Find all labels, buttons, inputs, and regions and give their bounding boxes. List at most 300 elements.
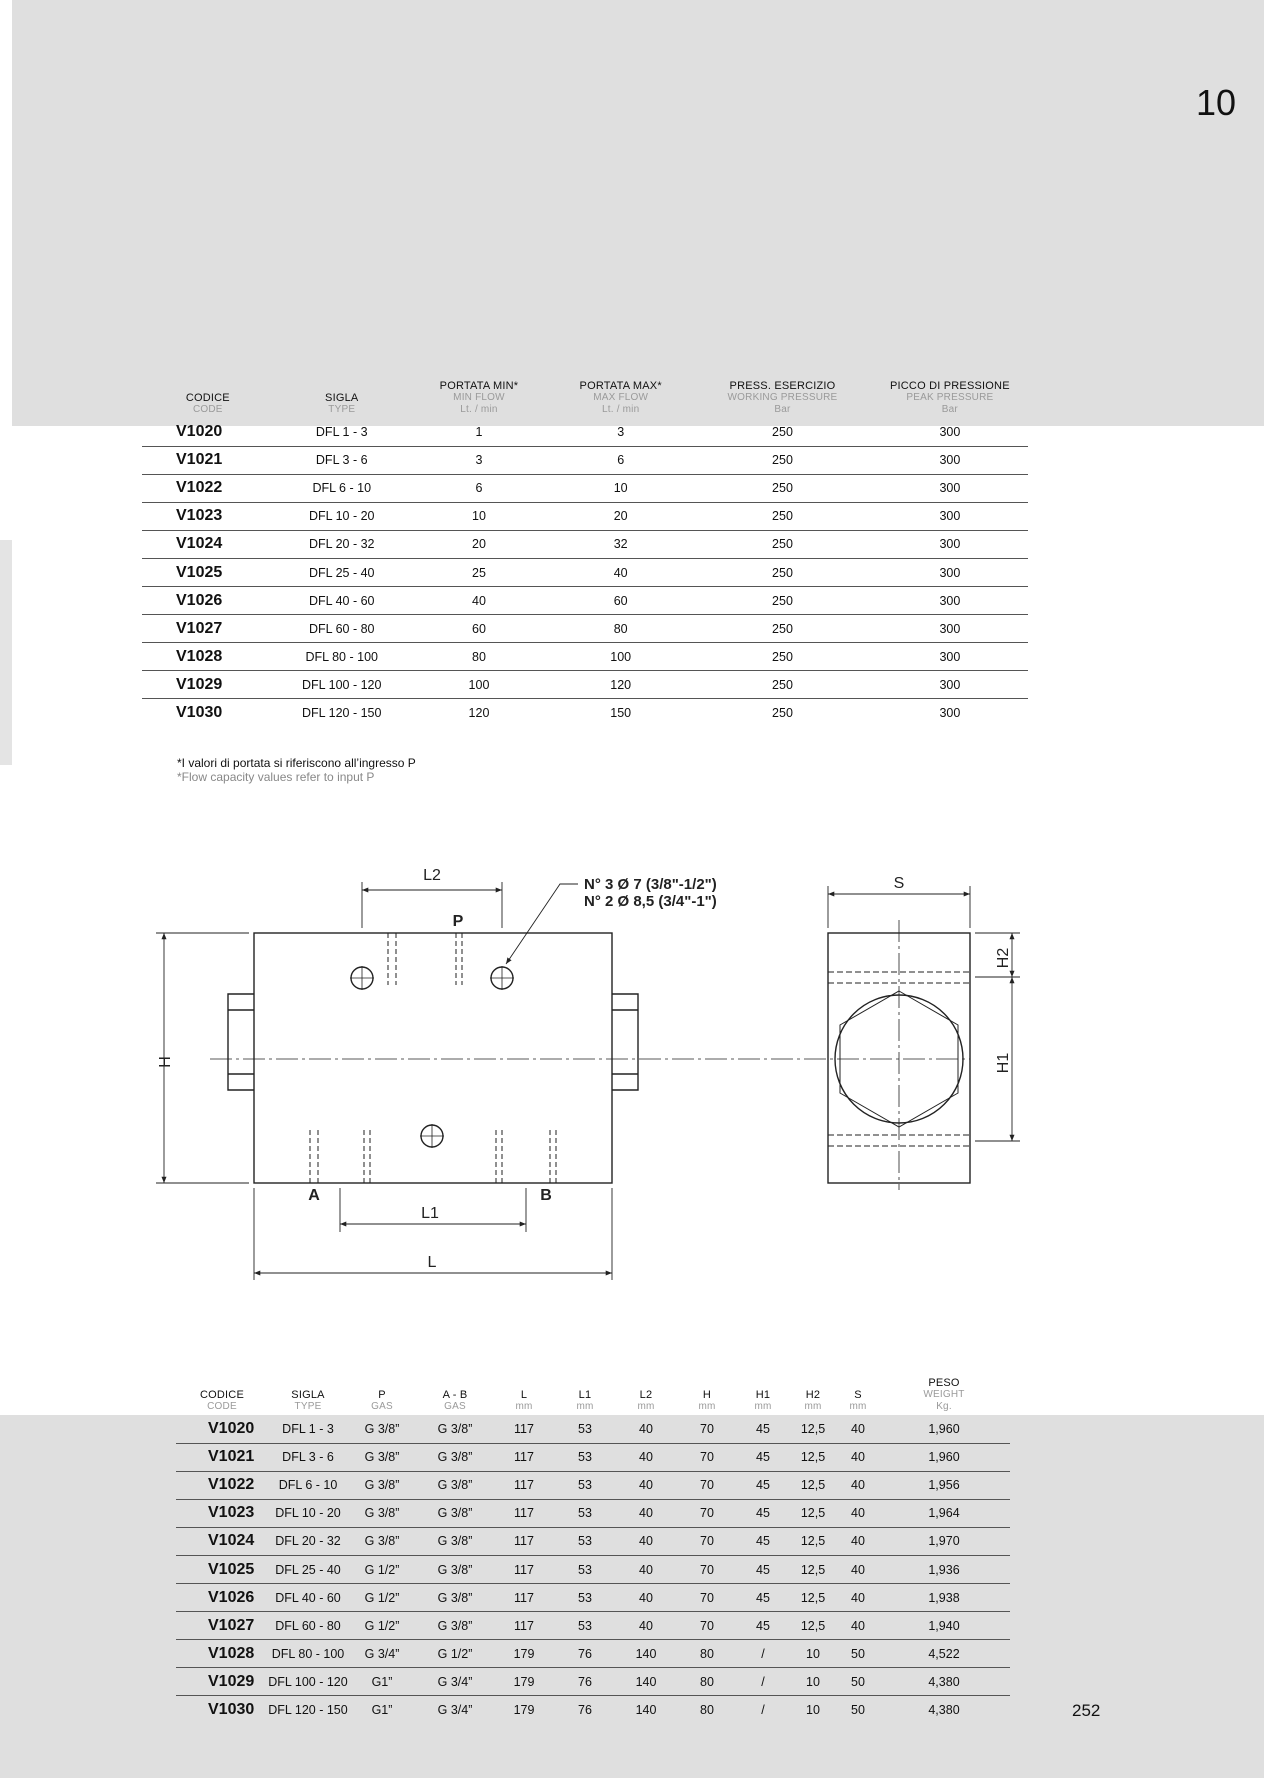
code-cell: V1023 bbox=[176, 1499, 268, 1527]
dim-cell: 10 bbox=[788, 1640, 838, 1668]
dim-cell: 40 bbox=[838, 1555, 878, 1583]
dim-table-row bbox=[176, 1612, 1010, 1640]
dim-cell: 117 bbox=[494, 1499, 554, 1527]
dim-table-row bbox=[176, 1640, 1010, 1668]
dim-cell: 140 bbox=[616, 1640, 676, 1668]
dim-cell: 76 bbox=[554, 1640, 616, 1668]
dim-cell: 40 bbox=[616, 1527, 676, 1555]
dim-cell: 1,956 bbox=[878, 1471, 1010, 1499]
dim-cell: G 3/4” bbox=[348, 1640, 416, 1668]
dim-cell: DFL 20 - 32 bbox=[268, 1527, 348, 1555]
dim-cell: G 3/8” bbox=[416, 1555, 494, 1583]
header-label-it: SIGLA bbox=[325, 392, 359, 404]
dim-cell: 53 bbox=[554, 1471, 616, 1499]
flow-cell: 250 bbox=[693, 418, 872, 446]
flow-cell: DFL 120 - 150 bbox=[302, 706, 382, 721]
chapter-number: 10 bbox=[1195, 82, 1236, 123]
dim-cell: 1,964 bbox=[878, 1499, 1010, 1527]
dim-header-cell bbox=[494, 1367, 554, 1415]
dim-cell: 70 bbox=[676, 1415, 738, 1443]
code-cell: V1029 bbox=[142, 671, 274, 699]
dim-header-cell bbox=[176, 1367, 268, 1415]
flow-table-row bbox=[142, 530, 1028, 558]
flow-note-it: *I valori di portata si riferiscono all’ingresso P bbox=[177, 756, 416, 770]
code-cell: V1024 bbox=[176, 1527, 268, 1555]
dim-header-row bbox=[176, 1367, 1010, 1415]
flow-cell: 250 bbox=[693, 502, 872, 530]
flow-cell: DFL 1 - 3 bbox=[274, 418, 410, 446]
code-cell: V1028 bbox=[142, 643, 274, 671]
dim-table-row bbox=[176, 1499, 1010, 1527]
flow-cell: 300 bbox=[872, 558, 1028, 586]
code-cell: V1030 bbox=[208, 1701, 255, 1719]
dim-cell: G1” bbox=[348, 1668, 416, 1696]
flow-cell: 250 bbox=[693, 615, 872, 643]
dim-cell: DFL 120 - 150 bbox=[268, 1703, 348, 1718]
dim-cell: 80 bbox=[700, 1703, 714, 1718]
flow-header-cell bbox=[142, 380, 274, 418]
flow-cell: 250 bbox=[693, 474, 872, 502]
dim-cell: 70 bbox=[676, 1555, 738, 1583]
flow-table-row bbox=[142, 615, 1028, 643]
holes-leader bbox=[506, 884, 578, 964]
flow-cell: 300 bbox=[872, 474, 1028, 502]
flow-cell: DFL 40 - 60 bbox=[274, 587, 410, 615]
dim-header-cell bbox=[676, 1367, 738, 1415]
dim-cell: G 3/8” bbox=[416, 1471, 494, 1499]
dim-cell: G1” bbox=[371, 1703, 393, 1718]
dim-table-row bbox=[176, 1584, 1010, 1612]
dim-cell: 12,5 bbox=[788, 1612, 838, 1640]
dim-cell: / bbox=[738, 1668, 788, 1696]
header-label-it: SIGLA bbox=[291, 1389, 325, 1401]
code-cell: V1030 bbox=[176, 704, 223, 722]
label-h1: H1 bbox=[995, 1052, 1012, 1074]
dim-cell: 12,5 bbox=[788, 1471, 838, 1499]
dim-cell: G 1/2” bbox=[348, 1612, 416, 1640]
flow-cell: 300 bbox=[872, 587, 1028, 615]
header-label-it: WEIGHT bbox=[923, 1389, 965, 1400]
dim-cell: DFL 40 - 60 bbox=[268, 1584, 348, 1612]
dim-cell: G 3/8” bbox=[416, 1612, 494, 1640]
dim-cell: 53 bbox=[554, 1499, 616, 1527]
code-cell: V1021 bbox=[176, 1443, 268, 1471]
flow-cell: 100 bbox=[548, 643, 693, 671]
dim-cell: 40 bbox=[616, 1499, 676, 1527]
dim-table-row bbox=[176, 1415, 1010, 1443]
dim-cell: 1,940 bbox=[878, 1612, 1010, 1640]
header-label-it: PRESS. ESERCIZIO bbox=[729, 380, 836, 392]
flow-header-cell bbox=[274, 380, 410, 418]
technical-drawing bbox=[150, 860, 1050, 1290]
dim-cell: G 3/4” bbox=[416, 1668, 494, 1696]
code-cell: V1022 bbox=[142, 474, 274, 502]
dim-cell: 70 bbox=[676, 1499, 738, 1527]
dim-cell: G 3/8” bbox=[416, 1527, 494, 1555]
code-cell: V1027 bbox=[142, 615, 274, 643]
dim-cell: G 3/8” bbox=[416, 1499, 494, 1527]
dim-cell: DFL 6 - 10 bbox=[268, 1471, 348, 1499]
flow-table-row bbox=[142, 699, 1028, 727]
flow-cell: 120 bbox=[548, 671, 693, 699]
flow-cell: 300 bbox=[872, 671, 1028, 699]
dim-cell: 45 bbox=[738, 1584, 788, 1612]
dim-header-cell bbox=[416, 1367, 494, 1415]
code-cell: V1025 bbox=[142, 558, 274, 586]
header-unit: Lt. / min bbox=[460, 404, 498, 415]
dim-cell: 179 bbox=[513, 1703, 535, 1718]
dim-cell: 12,5 bbox=[788, 1415, 838, 1443]
dim-cell: 140 bbox=[635, 1703, 657, 1718]
header-label-it: L1 bbox=[578, 1389, 592, 1401]
dim-cell: 40 bbox=[838, 1499, 878, 1527]
flow-table bbox=[142, 380, 1028, 727]
flow-cell: 250 bbox=[693, 671, 872, 699]
dim-cell: 76 bbox=[578, 1703, 592, 1718]
dim-cell: 50 bbox=[838, 1640, 878, 1668]
flow-table-body bbox=[142, 418, 1028, 727]
dim-cell: 40 bbox=[838, 1527, 878, 1555]
dim-cell: 4,380 bbox=[878, 1668, 1010, 1696]
flow-cell: 250 bbox=[693, 558, 872, 586]
code-cell: V1026 bbox=[142, 587, 274, 615]
code-cell: V1028 bbox=[176, 1640, 268, 1668]
dim-cell: 140 bbox=[616, 1668, 676, 1696]
header-label-en: mm bbox=[515, 1401, 533, 1412]
code-cell: V1029 bbox=[176, 1668, 268, 1696]
label-s: S bbox=[893, 875, 905, 892]
dim-cell: DFL 3 - 6 bbox=[268, 1443, 348, 1471]
flow-cell: 300 bbox=[872, 446, 1028, 474]
dim-cell: 53 bbox=[554, 1415, 616, 1443]
flow-cell: 300 bbox=[872, 643, 1028, 671]
code-cell: V1023 bbox=[142, 502, 274, 530]
dim-table-row bbox=[176, 1668, 1010, 1696]
flow-cell: 250 bbox=[693, 643, 872, 671]
dim-table-row bbox=[176, 1555, 1010, 1583]
dim-cell: 1,938 bbox=[878, 1584, 1010, 1612]
dim-cell: 4,522 bbox=[878, 1640, 1010, 1668]
dim-cell: G 3/8” bbox=[416, 1584, 494, 1612]
flow-cell: 300 bbox=[872, 530, 1028, 558]
header-label-it: L bbox=[520, 1389, 528, 1401]
dim-table-row bbox=[176, 1471, 1010, 1499]
flow-note bbox=[177, 756, 416, 784]
header-label-en: TYPE bbox=[328, 404, 356, 415]
dim-cell: 45 bbox=[738, 1499, 788, 1527]
flow-header-cell bbox=[872, 380, 1028, 418]
flow-cell: 60 bbox=[410, 615, 548, 643]
flow-cell: 1 bbox=[410, 418, 548, 446]
flow-cell: 40 bbox=[410, 587, 548, 615]
dim-cell: 117 bbox=[494, 1443, 554, 1471]
dim-cell: 40 bbox=[838, 1471, 878, 1499]
header-label-en: GAS bbox=[371, 1401, 393, 1412]
dim-cell: 12,5 bbox=[788, 1584, 838, 1612]
dim-cell: G 3/4” bbox=[437, 1703, 473, 1718]
flow-cell: 10 bbox=[410, 502, 548, 530]
flow-table-header bbox=[142, 380, 1028, 418]
code-cell: V1024 bbox=[142, 530, 274, 558]
dim-cell: 70 bbox=[676, 1443, 738, 1471]
dim-cell: 45 bbox=[738, 1612, 788, 1640]
dim-cell: G 3/8” bbox=[348, 1415, 416, 1443]
header-label-it: PORTATA MIN* bbox=[439, 380, 519, 392]
dim-cell: 40 bbox=[616, 1612, 676, 1640]
flow-cell: 150 bbox=[610, 706, 632, 721]
flow-cell: 100 bbox=[410, 671, 548, 699]
dim-cell: 53 bbox=[554, 1527, 616, 1555]
header-label-it: H2 bbox=[805, 1389, 821, 1401]
dim-header-cell bbox=[616, 1367, 676, 1415]
flow-cell: 250 bbox=[693, 446, 872, 474]
flow-cell: 3 bbox=[548, 418, 693, 446]
dim-cell: 53 bbox=[554, 1555, 616, 1583]
label-h: H bbox=[157, 1056, 174, 1068]
header-label-it: CODICE bbox=[185, 392, 230, 404]
dim-cell: 53 bbox=[554, 1584, 616, 1612]
flow-note-en: *Flow capacity values refer to input P bbox=[177, 770, 375, 784]
dim-header-cell bbox=[554, 1367, 616, 1415]
dim-cell: 45 bbox=[738, 1471, 788, 1499]
header-label-it: A - B bbox=[442, 1389, 468, 1401]
dim-cell: 40 bbox=[838, 1443, 878, 1471]
dimension-table-body bbox=[176, 1415, 1010, 1724]
dim-cell: 117 bbox=[494, 1555, 554, 1583]
left-fitting bbox=[228, 994, 254, 1090]
flow-cell: 20 bbox=[410, 530, 548, 558]
dim-cell: 70 bbox=[676, 1612, 738, 1640]
label-l: L bbox=[427, 1254, 437, 1271]
side-tab bbox=[0, 540, 12, 765]
dim-cell: 70 bbox=[676, 1527, 738, 1555]
flow-cell: 6 bbox=[548, 446, 693, 474]
dim-cell: G 3/8” bbox=[348, 1443, 416, 1471]
flow-table-row bbox=[142, 643, 1028, 671]
code-cell: V1027 bbox=[176, 1612, 268, 1640]
dim-cell: 12,5 bbox=[788, 1555, 838, 1583]
dim-cell: 1,936 bbox=[878, 1555, 1010, 1583]
flow-cell: DFL 100 - 120 bbox=[274, 671, 410, 699]
dim-cell: G 1/2” bbox=[348, 1584, 416, 1612]
header-label-it: P bbox=[378, 1389, 386, 1401]
dim-cell: / bbox=[761, 1703, 765, 1718]
dimension-table bbox=[176, 1367, 1010, 1724]
holes-spec-2: N° 2 Ø 8,5 (3/4"-1") bbox=[584, 893, 717, 910]
dim-cell: G 3/8” bbox=[348, 1527, 416, 1555]
flow-cell: 250 bbox=[772, 706, 793, 721]
dim-cell: 53 bbox=[554, 1612, 616, 1640]
flow-cell: 300 bbox=[872, 615, 1028, 643]
flow-table-row bbox=[142, 587, 1028, 615]
code-cell: V1020 bbox=[176, 1415, 268, 1443]
flow-cell: DFL 20 - 32 bbox=[274, 530, 410, 558]
dim-cell: 40 bbox=[838, 1584, 878, 1612]
flow-cell: DFL 60 - 80 bbox=[274, 615, 410, 643]
header-unit: Bar bbox=[941, 404, 958, 415]
dim-cell: 1,960 bbox=[878, 1443, 1010, 1471]
header-label-en: GAS bbox=[444, 1401, 466, 1412]
label-l2: L2 bbox=[423, 867, 441, 884]
header-label-en: mm bbox=[754, 1401, 772, 1412]
header-unit: Bar bbox=[774, 404, 791, 415]
dim-cell: 179 bbox=[494, 1640, 554, 1668]
dim-cell: 117 bbox=[494, 1471, 554, 1499]
holes-spec-1: N° 3 Ø 7 (3/8"-1/2") bbox=[584, 876, 717, 893]
flow-header-row bbox=[142, 380, 1028, 418]
dim-cell: 117 bbox=[494, 1584, 554, 1612]
dim-cell: 10 bbox=[806, 1703, 820, 1718]
header-label-en: mm bbox=[698, 1401, 716, 1412]
header-label-en: Kg. bbox=[936, 1401, 952, 1412]
label-a: A bbox=[308, 1187, 320, 1204]
dim-header-cell bbox=[838, 1367, 878, 1415]
flow-cell: DFL 25 - 40 bbox=[274, 558, 410, 586]
dim-cell: 117 bbox=[494, 1415, 554, 1443]
dim-cell: 40 bbox=[616, 1415, 676, 1443]
header-label-top: PESO bbox=[928, 1377, 960, 1389]
flow-cell: 250 bbox=[693, 530, 872, 558]
dim-cell: / bbox=[738, 1640, 788, 1668]
dim-header-cell bbox=[348, 1367, 416, 1415]
dim-cell: 117 bbox=[494, 1527, 554, 1555]
dim-cell: 12,5 bbox=[788, 1499, 838, 1527]
header-label-en: MAX FLOW bbox=[593, 392, 649, 403]
flow-cell: 20 bbox=[548, 502, 693, 530]
code-cell: V1026 bbox=[176, 1584, 268, 1612]
flow-cell: 300 bbox=[872, 502, 1028, 530]
header-label-en: mm bbox=[849, 1401, 867, 1412]
dim-cell: 40 bbox=[616, 1555, 676, 1583]
dim-cell: G 3/8” bbox=[348, 1499, 416, 1527]
dim-cell: 1,970 bbox=[878, 1527, 1010, 1555]
header-label-it: H1 bbox=[755, 1389, 771, 1401]
dim-cell: 40 bbox=[838, 1415, 878, 1443]
flow-cell: DFL 10 - 20 bbox=[274, 502, 410, 530]
dim-cell: 70 bbox=[676, 1471, 738, 1499]
header-label-it: PICCO DI PRESSIONE bbox=[890, 380, 1010, 392]
flow-header-cell bbox=[693, 380, 872, 418]
dim-cell: 53 bbox=[554, 1443, 616, 1471]
header-label-en: CODE bbox=[192, 404, 223, 415]
flow-cell: 3 bbox=[410, 446, 548, 474]
dim-cell: DFL 60 - 80 bbox=[268, 1612, 348, 1640]
dim-cell: G 3/8” bbox=[416, 1415, 494, 1443]
label-h2: H2 bbox=[995, 947, 1012, 969]
flow-cell: 25 bbox=[410, 558, 548, 586]
dim-cell: 45 bbox=[738, 1527, 788, 1555]
dim-cell: 179 bbox=[494, 1668, 554, 1696]
dim-cell: DFL 100 - 120 bbox=[268, 1668, 348, 1696]
header-label-en: WORKING PRESSURE bbox=[727, 392, 838, 403]
flow-cell: 120 bbox=[468, 706, 490, 721]
dim-table-row bbox=[176, 1443, 1010, 1471]
header-label-en: mm bbox=[576, 1401, 594, 1412]
header-label-en: PEAK PRESSURE bbox=[906, 392, 994, 403]
dim-header-cell bbox=[788, 1367, 838, 1415]
dim-cell: G 3/8” bbox=[416, 1443, 494, 1471]
dim-cell: 40 bbox=[838, 1612, 878, 1640]
dim-cell: 117 bbox=[494, 1612, 554, 1640]
flow-header-cell bbox=[548, 380, 693, 418]
header-unit: Lt. / min bbox=[602, 404, 640, 415]
header-label-en: mm bbox=[804, 1401, 822, 1412]
code-cell: V1020 bbox=[142, 418, 274, 446]
flow-cell: 80 bbox=[410, 643, 548, 671]
header-label-en: TYPE bbox=[294, 1401, 322, 1412]
dim-cell: 10 bbox=[788, 1668, 838, 1696]
code-cell: V1025 bbox=[176, 1555, 268, 1583]
header-label-it: S bbox=[854, 1389, 862, 1401]
flow-table-row bbox=[142, 446, 1028, 474]
header-label-en: CODE bbox=[207, 1401, 237, 1412]
label-b: B bbox=[540, 1187, 552, 1204]
dim-header-cell bbox=[878, 1367, 1010, 1415]
dim-cell: 40 bbox=[616, 1443, 676, 1471]
dim-cell: DFL 25 - 40 bbox=[268, 1555, 348, 1583]
front-view-body bbox=[254, 933, 612, 1183]
dim-cell: 1,960 bbox=[878, 1415, 1010, 1443]
flow-cell: 80 bbox=[548, 615, 693, 643]
flow-cell: 32 bbox=[548, 530, 693, 558]
dim-cell: DFL 10 - 20 bbox=[268, 1499, 348, 1527]
dim-header-cell bbox=[268, 1367, 348, 1415]
flow-cell: 10 bbox=[548, 474, 693, 502]
top-grey-band bbox=[12, 0, 1264, 426]
dim-cell: 45 bbox=[738, 1415, 788, 1443]
flow-cell: 300 bbox=[939, 706, 961, 721]
header-label-en: MIN FLOW bbox=[453, 392, 505, 403]
dim-cell: 80 bbox=[676, 1640, 738, 1668]
dim-cell: 40 bbox=[616, 1584, 676, 1612]
flow-cell: DFL 3 - 6 bbox=[274, 446, 410, 474]
header-label-it: CODICE bbox=[200, 1389, 244, 1401]
dim-cell: DFL 80 - 100 bbox=[268, 1640, 348, 1668]
code-cell: V1022 bbox=[176, 1471, 268, 1499]
dim-header-cell bbox=[738, 1367, 788, 1415]
right-fitting bbox=[612, 994, 638, 1090]
dimension-table-header bbox=[176, 1367, 1010, 1415]
flow-table-row bbox=[142, 671, 1028, 699]
flow-table-row bbox=[142, 474, 1028, 502]
header-label-en: mm bbox=[637, 1401, 655, 1412]
dim-cell: 80 bbox=[676, 1668, 738, 1696]
dim-cell: 45 bbox=[738, 1555, 788, 1583]
flow-cell: DFL 6 - 10 bbox=[274, 474, 410, 502]
dim-cell: 12,5 bbox=[788, 1443, 838, 1471]
flow-cell: 300 bbox=[872, 418, 1028, 446]
dim-cell: 4,380 bbox=[928, 1703, 960, 1718]
dim-cell: 50 bbox=[838, 1668, 878, 1696]
label-l1: L1 bbox=[421, 1205, 439, 1222]
dim-table-row bbox=[176, 1696, 1010, 1724]
flow-cell: 250 bbox=[693, 587, 872, 615]
flow-header-cell bbox=[410, 380, 548, 418]
header-label-it: L2 bbox=[639, 1389, 653, 1401]
dim-cell: G 1/2” bbox=[348, 1555, 416, 1583]
page-number: 252 bbox=[1072, 1701, 1101, 1720]
header-label-it: PORTATA MAX* bbox=[579, 380, 662, 392]
code-cell: V1021 bbox=[142, 446, 274, 474]
dim-cell: G 3/8” bbox=[348, 1471, 416, 1499]
header-label-it: H bbox=[702, 1389, 712, 1401]
dim-cell: G 1/2” bbox=[416, 1640, 494, 1668]
flow-cell: DFL 80 - 100 bbox=[274, 643, 410, 671]
dim-cell: 76 bbox=[554, 1668, 616, 1696]
dim-cell: 50 bbox=[851, 1703, 865, 1718]
dim-cell: 12,5 bbox=[788, 1527, 838, 1555]
flow-cell: 6 bbox=[410, 474, 548, 502]
